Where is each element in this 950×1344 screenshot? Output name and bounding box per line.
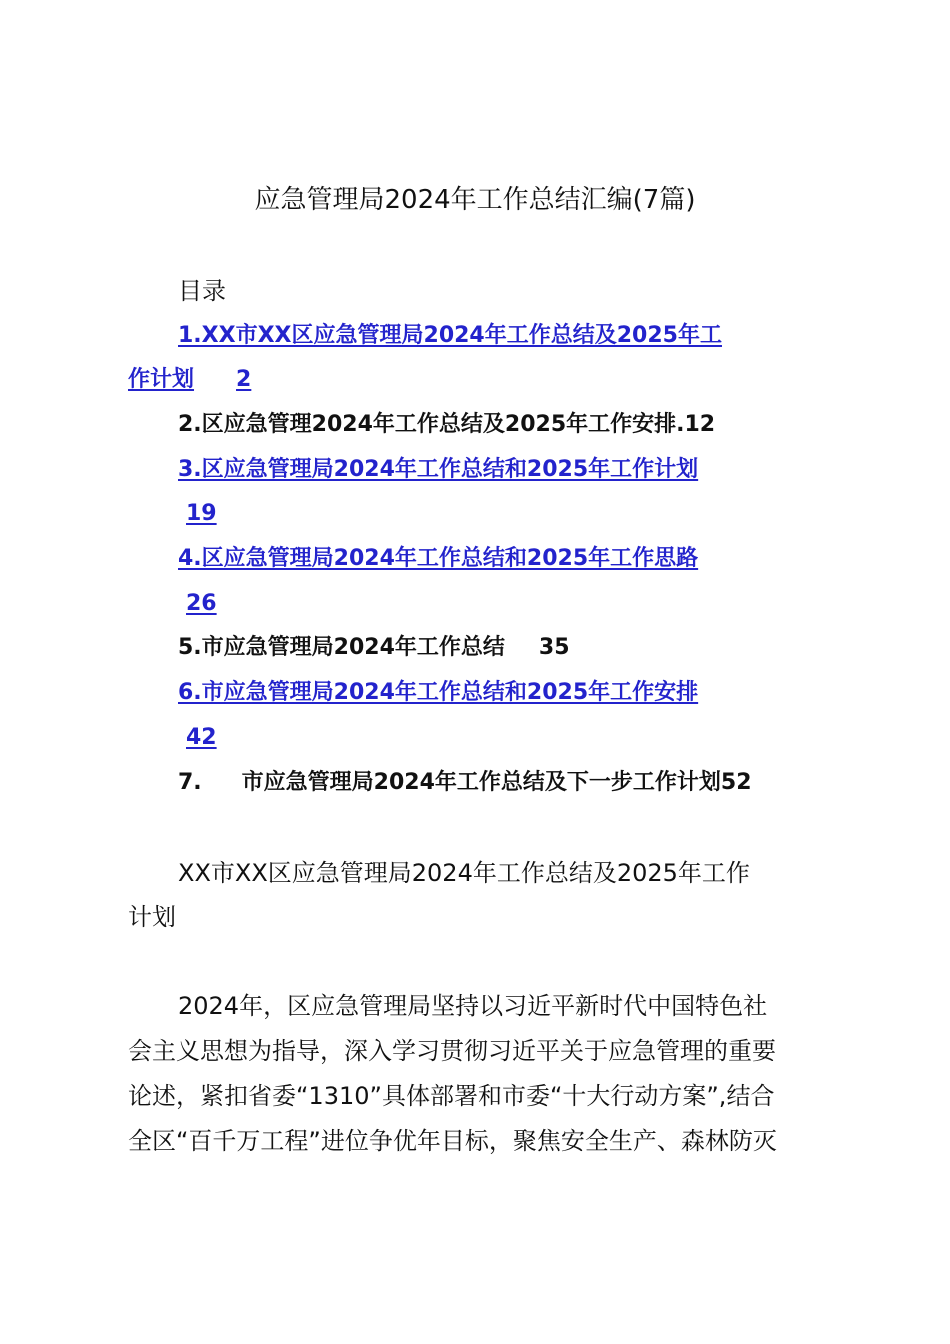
toc-heading: 目录 (178, 277, 226, 305)
toc-entry-6-line1[interactable]: 6.市应急管理局2024年工作总结和2025年工作安排 (178, 680, 699, 705)
toc-entry-1-page: 2 (236, 367, 252, 392)
document-title: 应急管理局2024年工作总结汇编(7篇) (254, 185, 696, 215)
toc-entry-6-page: 42 (186, 725, 217, 750)
toc-entry-5-text: 5.市应急管理局2024年工作总结 (178, 635, 505, 660)
section-title-line1: XX市XX区应急管理局2024年工作总结及2025年工作 (178, 859, 750, 887)
toc-entry-7-number: 7. (178, 770, 202, 795)
body-line-4: 全区“百千万工程”进位争优年目标，聚焦安全生产、森林防灭 (128, 1127, 777, 1155)
toc-entry-3-page: 19 (186, 501, 217, 526)
body-line-3: 论述，紧扣省委“1310”具体部署和市委“十大行动方案”,结合 (128, 1082, 775, 1110)
toc-entry-6-line2[interactable] (128, 718, 217, 758)
toc-entry-4-page: 26 (186, 591, 217, 616)
body-line-2: 会主义思想为指导，深入学习贯彻习近平关于应急管理的重要 (128, 1037, 776, 1065)
toc-entry-1-line2[interactable] (128, 360, 251, 400)
section-title-line2: 计划 (128, 903, 176, 931)
toc-entry-7-text: 市应急管理局2024年工作总结及下一步工作计划52 (241, 770, 752, 795)
toc-entry-1-text: 作计划 (128, 367, 195, 392)
body-line-1: 2024年，区应急管理局坚持以习近平新时代中国特色社 (178, 992, 768, 1020)
toc-entry-7[interactable] (178, 763, 752, 803)
toc-entry-1-line1[interactable]: 1.XX市XX区应急管理局2024年工作总结及2025年工 (178, 323, 722, 348)
toc-entry-3-line1[interactable]: 3.区应急管理局2024年工作总结和2025年工作计划 (178, 457, 699, 482)
toc-entry-5[interactable] (178, 628, 570, 668)
toc-entry-2[interactable]: 2.区应急管理2024年工作总结及2025年工作安排.12 (178, 412, 716, 437)
toc-entry-5-page: 35 (538, 635, 570, 660)
toc-entry-4-line1[interactable]: 4.区应急管理局2024年工作总结和2025年工作思路 (178, 546, 699, 571)
toc-entry-4-line2[interactable] (128, 584, 217, 624)
toc-entry-3-line2[interactable] (128, 494, 217, 534)
